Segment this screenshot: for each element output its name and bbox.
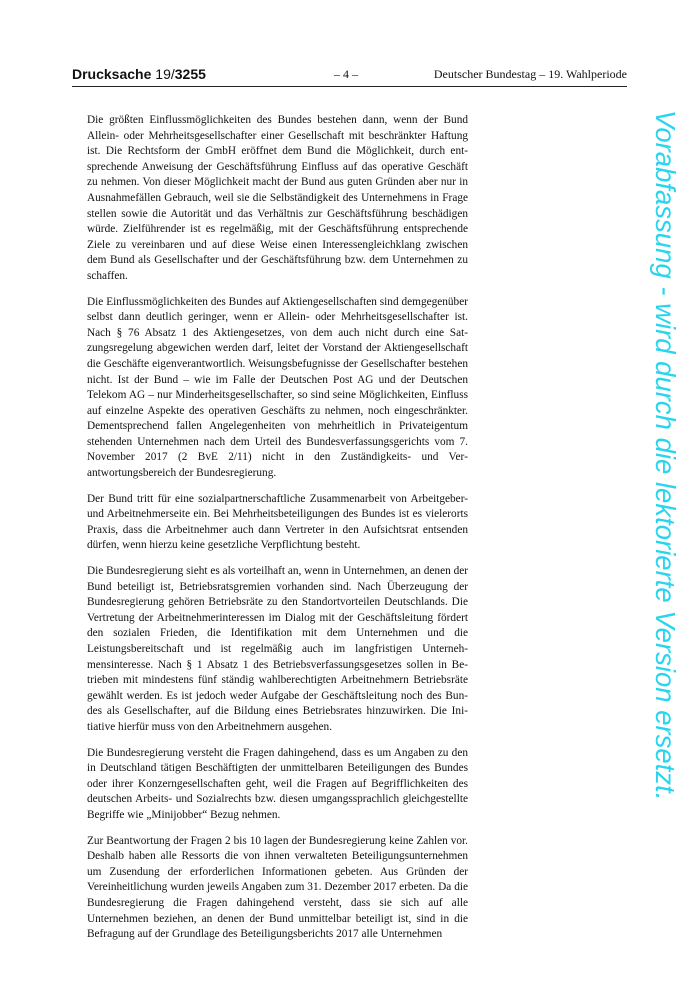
paragraph: Die Einflussmöglichkeiten des Bundes auf Aktiengesellschaften sind demgegenüber selbst dann deutlich geringer, wenn er Allein- oder Mehrheitsgesellschafter ist. Nach § 76 Absatz 1 des Aktiengesetzes, von dem auch nicht durch eine Satzungsregelung abgewichen werden darf, leitet der Vorstand der Aktiengesellschaft die Geschäfte eigenverantwortlich. Weisungsbefugnisse der Gesellschafter bestehen nicht. Ist der Bund – wie im Falle der Deutschen Post AG und der Deutschen Telekom AG – nur Minderheitsgesellschafter, so sind seine Möglichkeiten, Einfluss auf einzelne Aspekte des operativen Geschäfts zu nehmen, noch eingeschränkter. Dementsprechend fallen Angelegenheiten von mehrheitlich in Privateigentum stehenden Unternehmen nach dem Urteil des Bundesverfassungsgerichts vom 7. November 2017 (2 BvE 2/11) nicht in den Zuständigkeits- und Verantwortungsbereich der Bundesregierung.	[87, 295, 468, 480]
body-text	[87, 113, 468, 953]
drucksache-word: Drucksache	[72, 66, 152, 82]
drucksache-prefix: 19/	[155, 66, 175, 82]
paragraph: Die Bundesregierung versteht die Fragen dahingehend, dass es um Angaben zu den in Deutschland tätigen Beschäftigten der unmittelbaren Beteiligungen des Bundes oder ihrer Konzerngesellschaften geht, weil die Fragen auf Begrifflichkeiten des deutschen Arbeits- und Sozialrechts bzw. diesen umgangssprachlich gleichgestellte Begriffe wie „Minijobber“ Bezug nehmen.	[87, 746, 468, 821]
institution-label: Deutscher Bundestag – 19. Wahlperiode	[433, 67, 627, 81]
paragraph: Zur Beantwortung der Fragen 2 bis 10 lagen der Bundesregierung keine Zahlen vor. Deshalb haben alle Ressorts die von ihnen verwalteten Beteiligungsunternehmen um Zusendung der erforderlichen Informationen gebeten. Aus Gründen der Vereinheitlichung wurden jeweils Angaben zum 31. Dezember 2017 erbeten. Da die Bundesregierung die Fragen dahingehend versteht, dass sie sich auf alle Unternehmen beziehen, an denen der Bund unmittelbar beteiligt ist, sind in die Befragung auf der Grundlage des Beteiligungsberichts 2017 alle Unternehmen	[87, 834, 468, 941]
paragraph: Der Bund tritt für eine sozialpartnerschaftliche Zusammenarbeit von Arbeitgeber- und Arbeitnehmerseite ein. Bei Mehrheitsbeteiligungen des Bundes ist es vielerorts Praxis, dass die Arbeitnehmer auch dann Vertreter in den Aufsichtsrat entsenden dürfen, wenn hierzu keine gesetzliche Verpflichtung besteht.	[87, 492, 468, 552]
page-number: – 4 –	[334, 67, 358, 81]
drucksache-label	[72, 66, 206, 82]
drucksache-number	[155, 66, 206, 82]
paragraph: Die größten Einflussmöglichkeiten des Bundes bestehen dann, wenn der Bund Allein- oder Mehrheitsgesellschafter einer Gesellschaft mit beschränkter Haftung ist. Die Rechtsform der GmbH eröffnet dem Bund die Möglichkeit, durch entsprechende Anweisung der Geschäftsführung Einfluss auf das operative Geschäft zu nehmen. Von dieser Möglichkeit macht der Bund aus guten Gründen aber nur in Ausnahmefällen Gebrauch, weil sie die Selbständigkeit des Unternehmens in Frage stellen sowie die Autorität und das Verhältnis zur Geschäftsführung beschädigen würde. Zielführender ist es regelmäßig, mit der Geschäftsführung entsprechende Ziele zu vereinbaren und auf diese Weise einen Interessengleichklang zwischen dem Bund als Gesellschafter und der Geschäftsführung bzw. dem Unternehmen zu schaffen.	[87, 114, 468, 282]
watermark-text: Vorabfassung - wird durch die lektorierte Version ersetzt.	[650, 110, 681, 801]
page-header	[72, 66, 627, 87]
drucksache-number-bold: 3255	[174, 66, 206, 82]
paragraph: Die Bundesregierung sieht es als vorteilhaft an, wenn in Unternehmen, an denen der Bund beteiligt ist, Betriebsratsgremien vorhanden sind. Nach Überzeugung der Bundesregierung gehören Betriebsräte zu den Standortvorteilen Deutschlands. Die Vertretung der Arbeitnehmerinteressen im Dialog mit der Geschäftsleitung fördert den sozialen Frieden, die Identifikation mit dem Unternehmen und die Leistungsbereitschaft und ist regelmäßig auch im langfristigen Unternehmensinteresse. Nach § 1 Absatz 1 des Betriebsverfassungsgesetzes sollen in Betrieben mit mindestens fünf ständig wahlberechtigten Arbeitnehmern Betriebsräte gewählt werden. Es ist jedoch weder Aufgabe der Geschäftsleitung noch des Bundes als Gesellschafter, auf die Bildung eines Betriebsrates hinzuwirken. Die Initiative hierfür muss von den Arbeitnehmern ausgehen.	[87, 565, 468, 733]
